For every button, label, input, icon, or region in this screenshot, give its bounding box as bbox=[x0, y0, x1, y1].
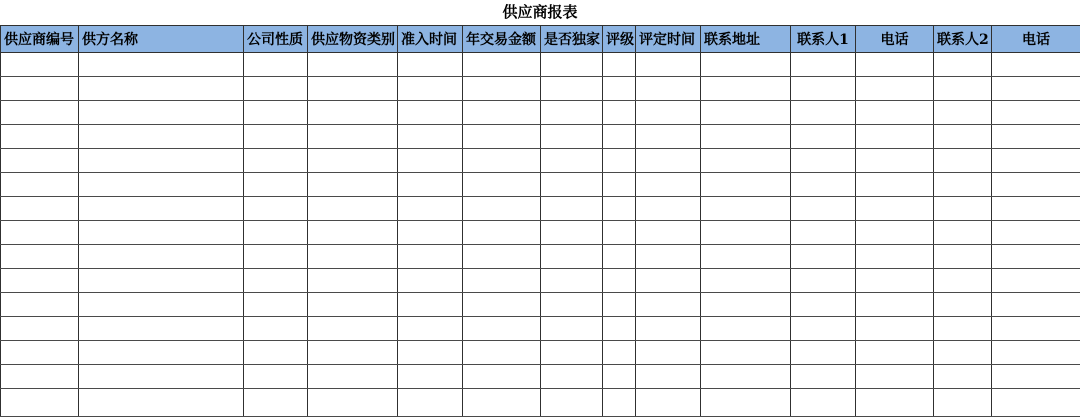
column-header[interactable]: 评定时间 bbox=[636, 26, 701, 53]
empty-cell[interactable] bbox=[79, 53, 244, 77]
empty-cell[interactable] bbox=[308, 77, 398, 101]
empty-cell[interactable] bbox=[603, 341, 636, 365]
empty-cell[interactable] bbox=[992, 221, 1080, 245]
empty-cell[interactable] bbox=[791, 77, 856, 101]
empty-cell[interactable] bbox=[603, 221, 636, 245]
empty-cell[interactable] bbox=[541, 125, 603, 149]
empty-cell[interactable] bbox=[398, 221, 463, 245]
empty-cell[interactable] bbox=[603, 101, 636, 125]
empty-cell[interactable] bbox=[934, 173, 992, 197]
empty-cell[interactable] bbox=[701, 389, 791, 417]
table-row bbox=[1, 341, 1080, 365]
empty-cell[interactable] bbox=[603, 293, 636, 317]
empty-cell[interactable] bbox=[992, 389, 1080, 417]
empty-cell[interactable] bbox=[244, 245, 308, 269]
table-row bbox=[1, 53, 1080, 77]
empty-cell[interactable] bbox=[934, 53, 992, 77]
empty-cell[interactable] bbox=[463, 341, 541, 365]
column-header[interactable]: 评级 bbox=[603, 26, 636, 53]
column-header[interactable]: 联系人1 bbox=[791, 26, 856, 53]
empty-cell[interactable] bbox=[244, 125, 308, 149]
table-row bbox=[1, 221, 1080, 245]
column-header[interactable]: 是否独家 bbox=[541, 26, 603, 53]
empty-cell[interactable] bbox=[541, 293, 603, 317]
empty-cell[interactable] bbox=[701, 149, 791, 173]
empty-cell[interactable] bbox=[541, 149, 603, 173]
empty-cell[interactable] bbox=[992, 53, 1080, 77]
empty-cell[interactable] bbox=[463, 389, 541, 417]
table-row bbox=[1, 101, 1080, 125]
empty-cell[interactable] bbox=[541, 101, 603, 125]
empty-cell[interactable] bbox=[398, 53, 463, 77]
empty-cell[interactable] bbox=[856, 293, 934, 317]
empty-cell[interactable] bbox=[934, 389, 992, 417]
empty-cell[interactable] bbox=[791, 101, 856, 125]
empty-cell[interactable] bbox=[636, 317, 701, 341]
empty-cell[interactable] bbox=[603, 53, 636, 77]
empty-cell[interactable] bbox=[701, 341, 791, 365]
empty-cell[interactable] bbox=[701, 317, 791, 341]
empty-cell[interactable] bbox=[934, 245, 992, 269]
empty-cell[interactable] bbox=[603, 389, 636, 417]
empty-cell[interactable] bbox=[398, 317, 463, 341]
empty-cell[interactable] bbox=[636, 77, 701, 101]
empty-cell[interactable] bbox=[1, 53, 79, 77]
empty-cell[interactable] bbox=[244, 269, 308, 293]
empty-cell[interactable] bbox=[308, 317, 398, 341]
empty-cell[interactable] bbox=[463, 269, 541, 293]
table-row bbox=[1, 149, 1080, 173]
empty-cell[interactable] bbox=[1, 365, 79, 389]
empty-cell[interactable] bbox=[244, 149, 308, 173]
empty-cell[interactable] bbox=[79, 365, 244, 389]
empty-cell[interactable] bbox=[308, 341, 398, 365]
empty-cell[interactable] bbox=[701, 173, 791, 197]
empty-cell[interactable] bbox=[856, 365, 934, 389]
empty-cell[interactable] bbox=[244, 389, 308, 417]
empty-cell[interactable] bbox=[603, 245, 636, 269]
column-header[interactable]: 联系人2 bbox=[934, 26, 992, 53]
column-header[interactable]: 准入时间 bbox=[398, 26, 463, 53]
empty-cell[interactable] bbox=[308, 173, 398, 197]
empty-cell[interactable] bbox=[541, 221, 603, 245]
empty-cell[interactable] bbox=[992, 149, 1080, 173]
empty-cell[interactable] bbox=[79, 101, 244, 125]
empty-cell[interactable] bbox=[1, 221, 79, 245]
empty-cell[interactable] bbox=[308, 53, 398, 77]
empty-cell[interactable] bbox=[1, 389, 79, 417]
empty-cell[interactable] bbox=[791, 173, 856, 197]
empty-cell[interactable] bbox=[244, 101, 308, 125]
empty-cell[interactable] bbox=[398, 197, 463, 221]
empty-cell[interactable] bbox=[934, 365, 992, 389]
header-row bbox=[1, 26, 1080, 53]
empty-cell[interactable] bbox=[856, 149, 934, 173]
table-row bbox=[1, 389, 1080, 417]
empty-cell[interactable] bbox=[856, 317, 934, 341]
table-row bbox=[1, 173, 1080, 197]
empty-cell[interactable] bbox=[636, 197, 701, 221]
empty-cell[interactable] bbox=[308, 269, 398, 293]
empty-cell[interactable] bbox=[463, 149, 541, 173]
empty-cell[interactable] bbox=[398, 341, 463, 365]
empty-cell[interactable] bbox=[308, 149, 398, 173]
empty-cell[interactable] bbox=[934, 269, 992, 293]
empty-cell[interactable] bbox=[636, 389, 701, 417]
table-row bbox=[1, 317, 1080, 341]
table-body bbox=[1, 53, 1080, 417]
empty-cell[interactable] bbox=[992, 365, 1080, 389]
empty-cell[interactable] bbox=[992, 197, 1080, 221]
empty-cell[interactable] bbox=[398, 245, 463, 269]
empty-cell[interactable] bbox=[463, 125, 541, 149]
empty-cell[interactable] bbox=[791, 365, 856, 389]
empty-cell[interactable] bbox=[934, 197, 992, 221]
empty-cell[interactable] bbox=[244, 173, 308, 197]
empty-cell[interactable] bbox=[308, 389, 398, 417]
supplier-table bbox=[0, 25, 1080, 417]
table-row bbox=[1, 197, 1080, 221]
empty-cell[interactable] bbox=[1, 269, 79, 293]
empty-cell[interactable] bbox=[541, 77, 603, 101]
empty-cell[interactable] bbox=[463, 245, 541, 269]
empty-cell[interactable] bbox=[603, 149, 636, 173]
empty-cell[interactable] bbox=[603, 269, 636, 293]
empty-cell[interactable] bbox=[934, 293, 992, 317]
empty-cell[interactable] bbox=[603, 197, 636, 221]
empty-cell[interactable] bbox=[603, 173, 636, 197]
empty-cell[interactable] bbox=[463, 293, 541, 317]
empty-cell[interactable] bbox=[791, 53, 856, 77]
empty-cell[interactable] bbox=[541, 197, 603, 221]
empty-cell[interactable] bbox=[934, 317, 992, 341]
empty-cell[interactable] bbox=[541, 341, 603, 365]
empty-cell[interactable] bbox=[856, 125, 934, 149]
empty-cell[interactable] bbox=[244, 293, 308, 317]
empty-cell[interactable] bbox=[541, 173, 603, 197]
empty-cell[interactable] bbox=[541, 269, 603, 293]
empty-cell[interactable] bbox=[791, 293, 856, 317]
empty-cell[interactable] bbox=[244, 365, 308, 389]
column-header[interactable]: 供方名称 bbox=[79, 26, 244, 53]
empty-cell[interactable] bbox=[934, 101, 992, 125]
empty-cell[interactable] bbox=[463, 365, 541, 389]
column-header[interactable]: 电话 bbox=[856, 26, 934, 53]
empty-cell[interactable] bbox=[79, 221, 244, 245]
empty-cell[interactable] bbox=[701, 53, 791, 77]
empty-cell[interactable] bbox=[603, 365, 636, 389]
empty-cell[interactable] bbox=[463, 77, 541, 101]
empty-cell[interactable] bbox=[79, 173, 244, 197]
empty-cell[interactable] bbox=[856, 269, 934, 293]
empty-cell[interactable] bbox=[398, 149, 463, 173]
empty-cell[interactable] bbox=[79, 125, 244, 149]
empty-cell[interactable] bbox=[79, 197, 244, 221]
empty-cell[interactable] bbox=[701, 221, 791, 245]
empty-cell[interactable] bbox=[856, 77, 934, 101]
empty-cell[interactable] bbox=[244, 221, 308, 245]
empty-cell[interactable] bbox=[636, 341, 701, 365]
empty-cell[interactable] bbox=[636, 245, 701, 269]
empty-cell[interactable] bbox=[636, 269, 701, 293]
empty-cell[interactable] bbox=[701, 245, 791, 269]
empty-cell[interactable] bbox=[463, 317, 541, 341]
empty-cell[interactable] bbox=[308, 221, 398, 245]
empty-cell[interactable] bbox=[636, 221, 701, 245]
empty-cell[interactable] bbox=[79, 389, 244, 417]
empty-cell[interactable] bbox=[992, 269, 1080, 293]
table-row bbox=[1, 77, 1080, 101]
column-header[interactable]: 电话 bbox=[992, 26, 1080, 53]
table-row bbox=[1, 269, 1080, 293]
empty-cell[interactable] bbox=[856, 197, 934, 221]
empty-cell[interactable] bbox=[791, 197, 856, 221]
empty-cell[interactable] bbox=[992, 101, 1080, 125]
empty-cell[interactable] bbox=[308, 125, 398, 149]
empty-cell[interactable] bbox=[79, 245, 244, 269]
empty-cell[interactable] bbox=[603, 125, 636, 149]
empty-cell[interactable] bbox=[636, 293, 701, 317]
empty-cell[interactable] bbox=[636, 101, 701, 125]
empty-cell[interactable] bbox=[1, 245, 79, 269]
empty-cell[interactable] bbox=[791, 269, 856, 293]
empty-cell[interactable] bbox=[398, 125, 463, 149]
empty-cell[interactable] bbox=[636, 125, 701, 149]
empty-cell[interactable] bbox=[992, 77, 1080, 101]
empty-cell[interactable] bbox=[856, 53, 934, 77]
empty-cell[interactable] bbox=[244, 197, 308, 221]
empty-cell[interactable] bbox=[934, 125, 992, 149]
empty-cell[interactable] bbox=[992, 341, 1080, 365]
empty-cell[interactable] bbox=[791, 317, 856, 341]
empty-cell[interactable] bbox=[992, 245, 1080, 269]
empty-cell[interactable] bbox=[541, 245, 603, 269]
empty-cell[interactable] bbox=[1, 317, 79, 341]
empty-cell[interactable] bbox=[934, 77, 992, 101]
empty-cell[interactable] bbox=[856, 173, 934, 197]
empty-cell[interactable] bbox=[463, 101, 541, 125]
empty-cell[interactable] bbox=[636, 149, 701, 173]
empty-cell[interactable] bbox=[463, 173, 541, 197]
empty-cell[interactable] bbox=[1, 149, 79, 173]
empty-cell[interactable] bbox=[244, 317, 308, 341]
empty-cell[interactable] bbox=[1, 125, 79, 149]
empty-cell[interactable] bbox=[308, 245, 398, 269]
empty-cell[interactable] bbox=[398, 173, 463, 197]
empty-cell[interactable] bbox=[244, 341, 308, 365]
empty-cell[interactable] bbox=[1, 101, 79, 125]
empty-cell[interactable] bbox=[701, 269, 791, 293]
empty-cell[interactable] bbox=[636, 365, 701, 389]
empty-cell[interactable] bbox=[701, 125, 791, 149]
empty-cell[interactable] bbox=[308, 101, 398, 125]
table-row bbox=[1, 245, 1080, 269]
table-row bbox=[1, 293, 1080, 317]
empty-cell[interactable] bbox=[463, 221, 541, 245]
empty-cell[interactable] bbox=[701, 293, 791, 317]
empty-cell[interactable] bbox=[636, 173, 701, 197]
column-header[interactable]: 供应商编号 bbox=[1, 26, 79, 53]
empty-cell[interactable] bbox=[79, 77, 244, 101]
empty-cell[interactable] bbox=[934, 221, 992, 245]
empty-cell[interactable] bbox=[701, 101, 791, 125]
table-row bbox=[1, 365, 1080, 389]
column-header[interactable]: 年交易金额 bbox=[463, 26, 541, 53]
empty-cell[interactable] bbox=[791, 125, 856, 149]
empty-cell[interactable] bbox=[934, 341, 992, 365]
empty-cell[interactable] bbox=[856, 341, 934, 365]
table-row bbox=[1, 125, 1080, 149]
empty-cell[interactable] bbox=[1, 173, 79, 197]
empty-cell[interactable] bbox=[791, 341, 856, 365]
empty-cell[interactable] bbox=[856, 221, 934, 245]
empty-cell[interactable] bbox=[856, 101, 934, 125]
empty-cell[interactable] bbox=[1, 293, 79, 317]
empty-cell[interactable] bbox=[79, 269, 244, 293]
empty-cell[interactable] bbox=[791, 245, 856, 269]
column-header[interactable]: 联系地址 bbox=[701, 26, 791, 53]
empty-cell[interactable] bbox=[541, 389, 603, 417]
empty-cell[interactable] bbox=[791, 389, 856, 417]
empty-cell[interactable] bbox=[308, 293, 398, 317]
empty-cell[interactable] bbox=[603, 317, 636, 341]
empty-cell[interactable] bbox=[463, 53, 541, 77]
empty-cell[interactable] bbox=[934, 149, 992, 173]
empty-cell[interactable] bbox=[992, 125, 1080, 149]
empty-cell[interactable] bbox=[541, 317, 603, 341]
empty-cell[interactable] bbox=[1, 341, 79, 365]
empty-cell[interactable] bbox=[79, 317, 244, 341]
empty-cell[interactable] bbox=[701, 77, 791, 101]
empty-cell[interactable] bbox=[398, 269, 463, 293]
empty-cell[interactable] bbox=[791, 221, 856, 245]
empty-cell[interactable] bbox=[541, 365, 603, 389]
empty-cell[interactable] bbox=[1, 197, 79, 221]
empty-cell[interactable] bbox=[603, 77, 636, 101]
empty-cell[interactable] bbox=[398, 365, 463, 389]
empty-cell[interactable] bbox=[636, 53, 701, 77]
empty-cell[interactable] bbox=[992, 317, 1080, 341]
empty-cell[interactable] bbox=[541, 53, 603, 77]
column-header[interactable]: 供应物资类别 bbox=[308, 26, 398, 53]
empty-cell[interactable] bbox=[856, 389, 934, 417]
empty-cell[interactable] bbox=[79, 341, 244, 365]
column-header[interactable]: 公司性质 bbox=[244, 26, 308, 53]
empty-cell[interactable] bbox=[1, 77, 79, 101]
report-title: 供应商报表 bbox=[502, 3, 578, 21]
empty-cell[interactable] bbox=[398, 293, 463, 317]
empty-cell[interactable] bbox=[701, 365, 791, 389]
empty-cell[interactable] bbox=[79, 293, 244, 317]
empty-cell[interactable] bbox=[463, 197, 541, 221]
empty-cell[interactable] bbox=[308, 197, 398, 221]
empty-cell[interactable] bbox=[244, 77, 308, 101]
empty-cell[interactable] bbox=[398, 101, 463, 125]
empty-cell[interactable] bbox=[398, 389, 463, 417]
empty-cell[interactable] bbox=[992, 173, 1080, 197]
empty-cell[interactable] bbox=[701, 197, 791, 221]
empty-cell[interactable] bbox=[791, 149, 856, 173]
empty-cell[interactable] bbox=[856, 245, 934, 269]
empty-cell[interactable] bbox=[992, 293, 1080, 317]
empty-cell[interactable] bbox=[308, 365, 398, 389]
empty-cell[interactable] bbox=[398, 77, 463, 101]
empty-cell[interactable] bbox=[244, 53, 308, 77]
empty-cell[interactable] bbox=[79, 149, 244, 173]
